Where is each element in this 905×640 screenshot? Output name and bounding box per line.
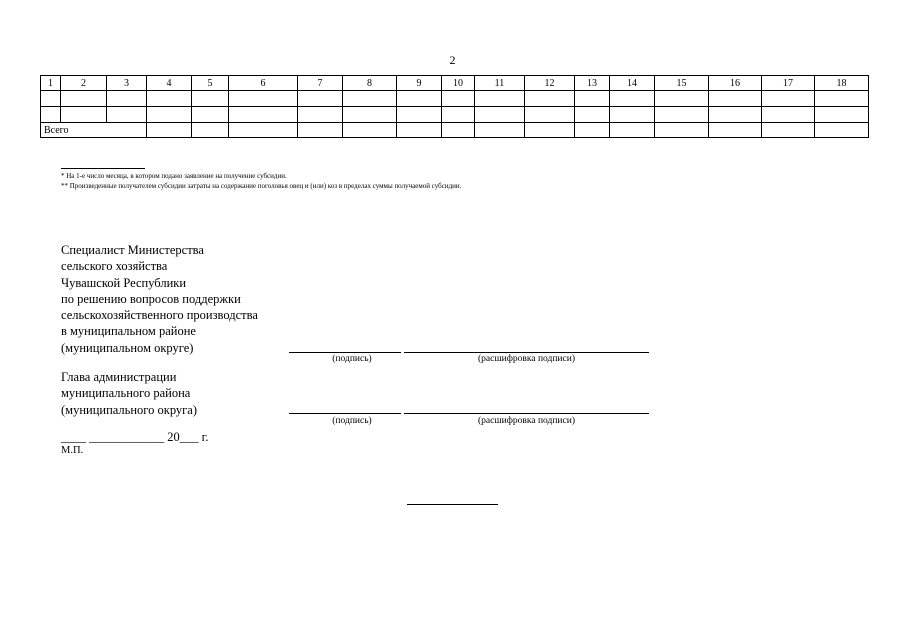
- table-cell: [397, 91, 442, 107]
- end-separator: [407, 504, 498, 505]
- table-cell: [815, 123, 869, 138]
- table-cell: [229, 123, 298, 138]
- table-cell: [192, 123, 229, 138]
- table-cell: [475, 107, 525, 123]
- table-cell: [298, 123, 343, 138]
- table-header-cell: 10: [442, 76, 475, 91]
- table-cell: [147, 123, 192, 138]
- page-number: 2: [449, 53, 456, 67]
- table-cell: [709, 107, 762, 123]
- head-line: (муниципального округа): [61, 402, 197, 417]
- table-cell: [525, 123, 575, 138]
- table-cell: [41, 91, 61, 107]
- table-cell: [610, 123, 655, 138]
- table-cell: [107, 107, 147, 123]
- table-header-cell: 14: [610, 76, 655, 91]
- footnote-1: * На 1-е число месяца, в котором подано заявление на получение субсидии.: [61, 172, 287, 180]
- head-line: муниципального района: [61, 386, 191, 401]
- table-cell: [397, 107, 442, 123]
- head-decode-line: [404, 413, 649, 414]
- table-header-cell: 3: [107, 76, 147, 91]
- table-header-cell: 17: [762, 76, 815, 91]
- table-header-cell: 13: [575, 76, 610, 91]
- table-cell: [107, 91, 147, 107]
- table-header-cell: 2: [61, 76, 107, 91]
- head-signature-caption: (подпись): [332, 416, 372, 426]
- specialist-signature-line: [289, 352, 401, 353]
- table-cell: [525, 91, 575, 107]
- table-header-cell: 9: [397, 76, 442, 91]
- table-header-row: [41, 76, 869, 91]
- table-cell: [61, 107, 107, 123]
- table-header-cell: 7: [298, 76, 343, 91]
- table-row: [41, 91, 869, 107]
- table-cell: [655, 123, 709, 138]
- table-row: [41, 107, 869, 123]
- table-cell: [147, 107, 192, 123]
- stamp-label: М.П.: [61, 445, 84, 456]
- table-header-cell: 15: [655, 76, 709, 91]
- table-cell: [762, 107, 815, 123]
- date-line: ____ ____________ 20___ г.: [61, 430, 209, 444]
- specialist-line: по решению вопросов поддержки: [61, 291, 241, 306]
- specialist-line: в муниципальном районе: [61, 324, 196, 339]
- specialist-line: (муниципальном округе): [61, 340, 194, 355]
- table-header-cell: 1: [41, 76, 61, 91]
- table-cell: [762, 91, 815, 107]
- head-title: [61, 369, 197, 418]
- table-cell: [442, 107, 475, 123]
- table-cell: [475, 91, 525, 107]
- table-cell: [655, 107, 709, 123]
- table-header-cell: 6: [229, 76, 298, 91]
- table-total-label: Всего: [41, 123, 147, 138]
- head-decode-caption: (расшифровка подписи): [478, 416, 575, 426]
- table-cell: [815, 107, 869, 123]
- table-total-row: [41, 123, 869, 138]
- specialist-signature-caption: (подпись): [332, 354, 372, 364]
- table-header-cell: 16: [709, 76, 762, 91]
- specialist-line: Специалист Министерства: [61, 243, 204, 257]
- table-cell: [610, 91, 655, 107]
- table-header-cell: 5: [192, 76, 229, 91]
- table-cell: [575, 123, 610, 138]
- specialist-decode-caption: (расшифровка подписи): [478, 354, 575, 364]
- table-cell: [298, 107, 343, 123]
- table-cell: [709, 123, 762, 138]
- table-header-cell: 8: [343, 76, 397, 91]
- table-cell: [575, 91, 610, 107]
- table-cell: [343, 107, 397, 123]
- table-cell: [815, 91, 869, 107]
- head-line: Глава администрации: [61, 370, 177, 384]
- specialist-line: сельского хозяйства: [61, 259, 168, 274]
- table-cell: [192, 107, 229, 123]
- table-header-cell: 4: [147, 76, 192, 91]
- table-cell: [442, 91, 475, 107]
- table-cell: [475, 123, 525, 138]
- table-cell: [229, 107, 298, 123]
- table-cell: [298, 91, 343, 107]
- table-cell: [575, 107, 610, 123]
- table-cell: [762, 123, 815, 138]
- table-cell: [343, 91, 397, 107]
- table-cell: [709, 91, 762, 107]
- table-header-cell: 12: [525, 76, 575, 91]
- table-cell: [655, 91, 709, 107]
- footnote-2: ** Произведенные получателем субсидии затраты на содержание поголовья овец и (или) коз в пределах суммы получаемой субсидии.: [61, 182, 462, 190]
- table-cell: [41, 107, 61, 123]
- specialist-decode-line: [404, 352, 649, 353]
- table-header-cell: 18: [815, 76, 869, 91]
- specialist-line: сельскохозяйственного производства: [61, 308, 258, 323]
- table-cell: [442, 123, 475, 138]
- specialist-line: Чувашской Республики: [61, 275, 187, 290]
- data-table: [40, 75, 869, 138]
- specialist-title: [61, 242, 258, 356]
- head-signature-line: [289, 413, 401, 414]
- table-cell: [229, 91, 298, 107]
- footnote-separator: [61, 168, 145, 169]
- table-cell: [525, 107, 575, 123]
- table-cell: [147, 91, 192, 107]
- table-cell: [610, 107, 655, 123]
- table-cell: [192, 91, 229, 107]
- table-cell: [343, 123, 397, 138]
- table-header-cell: 11: [475, 76, 525, 91]
- table-cell: [61, 91, 107, 107]
- table-cell: [397, 123, 442, 138]
